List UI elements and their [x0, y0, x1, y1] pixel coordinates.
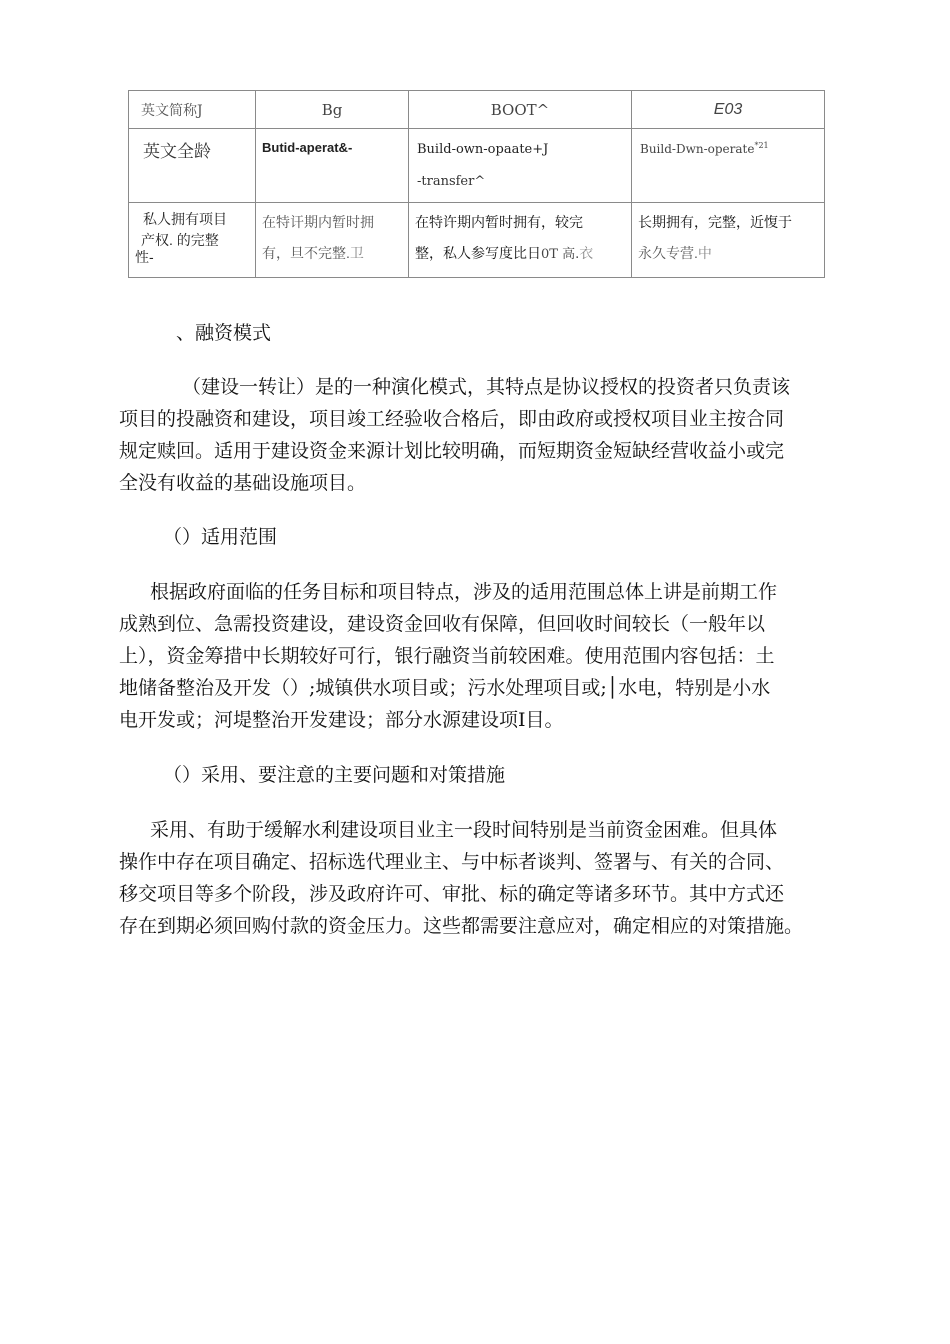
property-boo-tail: 中 — [697, 245, 712, 261]
section-heading: 、融资模式 — [176, 322, 272, 344]
para3-line1: 采用、有助于缓解水利建设项目业主一段时间特别是当前资金困难。但具体 — [150, 819, 778, 841]
property-boot-line2-wrap — [415, 238, 627, 270]
fullname-boo-cell — [632, 129, 825, 203]
header-bt: Bg — [256, 91, 409, 129]
fullname-bt: Butid-aperat&- — [262, 140, 353, 155]
fullname-bt-cell — [256, 129, 409, 203]
property-boot-tail2: 衣 — [579, 245, 594, 261]
para1-line1: （建设一转让）是的一种演化模式，其特点是协议授权的投资者只负责该 — [182, 376, 791, 398]
property-label-line1: 私人拥有项目 — [143, 211, 227, 227]
property-bt-cell — [256, 203, 409, 278]
para2-line2: 成熟到位、急需投资建设，建设资金回收有保障，但回收时间较长（一般年以 — [119, 613, 766, 635]
property-boot-cell — [409, 203, 632, 278]
para3-line3: 移交项目等多个阶段，涉及政府许可、审批、标的确定等诸多环节。其中方式还 — [119, 883, 785, 905]
subheading-scope: （）适用范围 — [163, 526, 278, 548]
property-boot-tail: 0T 高. — [541, 247, 580, 262]
property-boot-line2: 整，私人参写度比日 — [415, 245, 541, 261]
header-abbr-label: 英文简称J — [129, 91, 256, 129]
property-boot — [409, 203, 631, 270]
para2-line5: 电开发或；河堤整治开发建设；部分水源建设项I目。 — [119, 709, 564, 731]
para2-line1: 根据政府面临的任务目标和项目特点，涉及的适用范围总体上讲是前期工作 — [150, 581, 778, 603]
para1-line3: 规定赎回。适用于建设资金来源计划比较明确，而短期资金短缺经营收益小或完 — [119, 440, 785, 462]
header-boot: BOOT^ — [409, 91, 632, 129]
fullname-label-cell — [129, 129, 256, 203]
fullname-boot-line1: Build-own-opaate+J — [417, 142, 549, 157]
property-bt — [256, 203, 408, 269]
property-boo-line2-wrap — [638, 238, 820, 269]
header-boo: E03 — [632, 91, 825, 129]
property-bt-line2-wrap — [262, 238, 404, 269]
property-boot-line1: 在特许期内暂时拥有，较完 — [415, 214, 583, 230]
para3-line4: 存在到期必须回购付款的资金压力。这些都需要注意应对，确定相应的对策措施。 — [119, 915, 804, 937]
property-label-line2: 产权. 的完整 — [141, 232, 219, 248]
fullname-boot-cell — [409, 129, 632, 203]
para3-line2: 操作中存在项目确定、招标选代理业主、与中标者谈判、签署与、有关的合同、 — [119, 851, 785, 873]
para2-line3: 上），资金筹措中长期较好可行，银行融资当前较困难。使用范围内容包括：土 — [119, 645, 775, 667]
para1-line2: 项目的投融资和建设，项目竣工经验收合格后，即由政府或授权项目业主按合同 — [119, 408, 785, 430]
property-boo-cell — [632, 203, 825, 278]
subheading-issues: （）采用、要注意的主要问题和对策措施 — [163, 764, 506, 786]
fullname-label: 英文全龄 — [143, 142, 211, 162]
property-bt-tail: 卫 — [349, 245, 364, 261]
table-row-fullname — [129, 129, 825, 203]
fullname-boo — [632, 129, 824, 156]
fullname-boo-text: Build-Dwn-operate — [640, 142, 755, 156]
comparison-table — [128, 90, 825, 278]
property-label — [129, 203, 255, 266]
fullname-boot-line2: -transfer^ — [417, 174, 486, 189]
property-boo — [632, 203, 824, 269]
property-bt-line2: 有，旦不完整. — [262, 245, 350, 261]
property-boo-line1: 长期拥有，完整，近愎于 — [638, 214, 792, 230]
property-bt-line1: 在特讦期内暂时拥 — [262, 214, 374, 230]
property-label-cell — [129, 203, 256, 278]
para2-line4: 地储备整治及开发（）;城镇供水项目或；污水处理项目或;│水电，特别是小水 — [119, 677, 771, 699]
fullname-boo-sup: *21 — [754, 141, 769, 150]
property-boo-line2: 永久专营. — [638, 245, 698, 261]
property-label-line3: 性- — [135, 249, 154, 265]
para1-line4: 全没有收益的基础设施项目。 — [119, 472, 367, 494]
table-row-property — [129, 203, 825, 278]
table-header-row — [129, 91, 825, 129]
